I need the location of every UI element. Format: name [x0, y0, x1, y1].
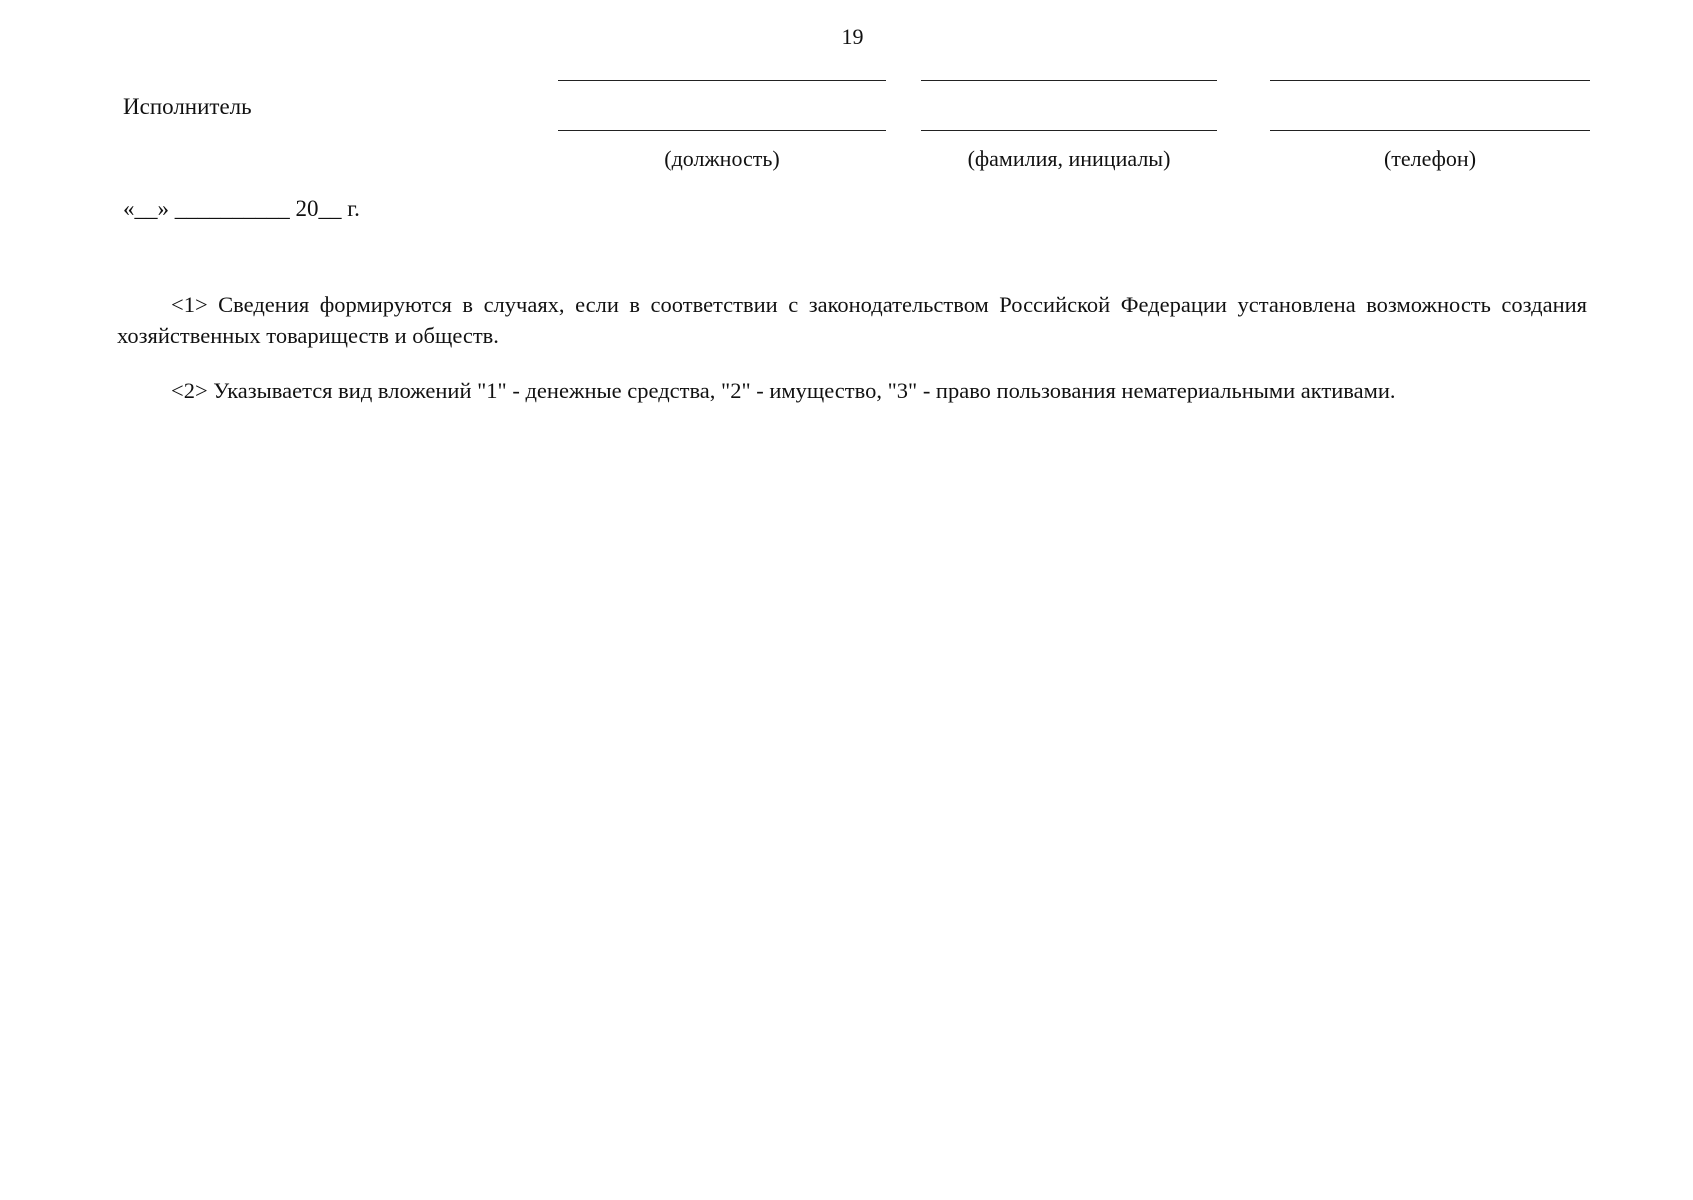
- phone-caption: (телефон): [1383, 146, 1477, 171]
- footnote-1: <1> Сведения формируются в случаях, если в соответствии с законодательством Российской Федерации установлена возможность создания хозяйственных товариществ и обществ.: [117, 292, 1587, 348]
- date-line: «__» __________ 20__ г.: [123, 196, 360, 221]
- position-line-lower: [558, 130, 886, 131]
- name-line-lower: [921, 130, 1217, 131]
- name-caption: (фамилия, инициалы): [967, 146, 1171, 171]
- name-line-upper: [921, 80, 1217, 81]
- phone-line-upper: [1270, 80, 1590, 81]
- position-caption: (должность): [664, 146, 780, 171]
- phone-line-lower: [1270, 130, 1590, 131]
- position-line-upper: [558, 80, 886, 81]
- executor-label: Исполнитель: [123, 94, 252, 119]
- page-number: 19: [841, 24, 864, 49]
- footnote-2: <2> Указывается вид вложений "1" - денежные средства, "2" - имущество, "3" - право пользования нематериальными активами.: [171, 378, 1396, 403]
